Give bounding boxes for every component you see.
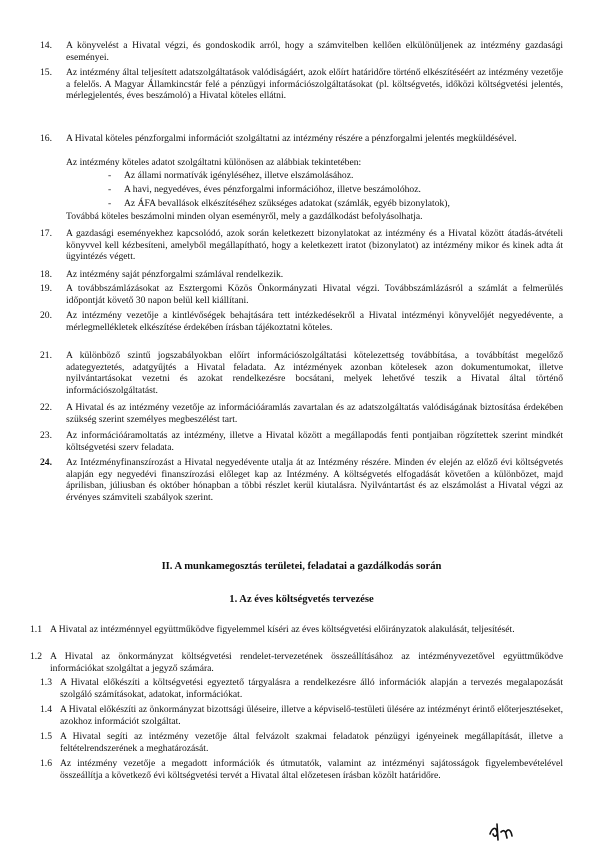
subsection-heading: 1. Az éves költségvetés tervezése (229, 594, 374, 605)
subitem-text: Az intézmény vezetője a megadott információk és útmutatók, valamint az intézményi sajátosságok figyelembevételével összeállítja a következő évi költségvetési tervét a Hivatal által előzetesen írásban közölt határidőre. (60, 758, 563, 781)
item-text: Az információáramoltatás az intézmény, illetve a Hivatal között a megállapodás fenti pontjaiban rögzítettek szerint mindkét költségvetési szerv feladata. (66, 430, 563, 453)
item-text: A továbbszámlázásokat az Esztergomi Közös Önkormányzati Hivatal végzi. Továbbszámlázásról a számlát a felmerülés időpontját követő 30 napon belül kell kiállítani. (66, 283, 563, 306)
item-text: Az intézmény vezetője a kintlévőségek behajtására tett intézkedésekről a Hivatal intézményi könyvelőjét negyedévente, a mérlegmellékletek elkészítése érdekében írásban tájékoztatni köteles. (66, 310, 563, 333)
subitem-number: 1.6 (40, 758, 52, 769)
subitem-text: A Hivatal az intézménnyel együttműködve figyelemmel kíséri az éves költségvetési előirányzatok alakulását, teljesítését. (50, 624, 515, 635)
handwritten-initials (486, 820, 516, 842)
item-text: A Hivatal és az intézmény vezetője az információáramlás zavartalan és az adatszolgáltatás valódiságának biztosítása érdekében szükség szerint személyes megbeszélést tart. (66, 402, 563, 425)
item-text: Továbbá köteles beszámolni minden olyan eseményről, mely a gazdálkodást befolyásolhatja. (66, 211, 423, 222)
subitem-number: 1.5 (40, 731, 52, 742)
item-number: 21. (40, 350, 52, 361)
dash-text: Az ÁFA bevallások elkészítéséhez szükséges adatokat (számlák, egyéb bizonylatok), (124, 198, 450, 209)
item-text: Az Intézményfinanszírozást a Hivatal negyedévente utalja át az Intézmény részére. Minden év elején az előző évi költségvetés alapján egy negyedévi finanszírozási előleget kap az Intézmény. A költségvetés elfogadását követően a különbözet, majd áprilisban, júliusban és október hónapban a többi részlet kerül kiutalásra. Nyilvántartást és az elszámolást a Hivatal végzi az érvényes számviteli szabályok szerint. (66, 457, 563, 503)
subitem-text: A Hivatal előkészíti az önkormányzat bizottsági üléseire, illetve a képviselő-testületi ülésére az intézményt érintő előterjesztéseket, azokhoz információt szolgáltat. (60, 704, 563, 727)
dash-text: Az állami normatívák igényléséhez, illetve elszámolásához. (124, 170, 354, 181)
item-text: Az intézmény köteles adatot szolgáltatni különösen az alábbiak tekintetében: (66, 157, 362, 168)
dash-bullet: - (108, 184, 112, 195)
item-number: 16. (40, 133, 52, 144)
subitem-text: A Hivatal segíti az intézmény vezetője által felvázolt szakmai feladatok pénzügyi igényeinek megállapítását, illetve a feltételrendszerének a meghatározását. (60, 731, 563, 754)
subitem-number: 1.4 (40, 704, 52, 715)
subitem-text: A Hivatal előkészíti a költségvetési egyeztető tárgyalásra a rendelkezésre álló információk alapján a tervezés megalapozását szolgáló számításokat, adatokat, információkat. (60, 677, 563, 700)
item-number: 17. (40, 228, 52, 239)
item-number: 14. (40, 40, 52, 51)
subitem-number: 1.2 (30, 651, 42, 662)
item-number: 20. (40, 310, 52, 321)
item-number: 18. (40, 269, 52, 280)
section-heading: II. A munkamegosztás területei, feladatai a gazdálkodás során (161, 561, 442, 572)
item-number: 15. (40, 67, 52, 78)
item-text: A Hivatal köteles pénzforgalmi információt szolgáltatni az intézmény részére a pénzforgalmi jelentés megküldésével. (66, 133, 517, 144)
item-text: Az intézmény saját pénzforgalmi számlával rendelkezik. (66, 269, 284, 280)
subitem-text: A Hivatal az önkormányzat költségvetési rendelet-tervezetének összeállításához az intézményvezetővel együttműködve információkat szolgáltat a jegyző számára. (50, 651, 563, 674)
subitem-number: 1.1 (30, 624, 42, 635)
item-text: Az intézmény által teljesített adatszolgáltatások valódiságáért, azok előírt határidőre történő elkészítéséért az intézmény vezetője a felelős. A Magyar Államkincstár felé a pénzügyi információszolgáltatásokat (pl. költségvetés, időközi költségvetési jelentés, mérlegjelentés, éves beszámoló) a Hivatal köteles ellátni. (66, 67, 563, 102)
item-text: A gazdasági eseményekhez kapcsolódó, azok során keletkezett bizonylatokat az intézmény és a Hivatal között átadás-átvételi könyvvel kell kézbesíteni, amelyből megállapítható, hogy a keletkezett iratot (bizonylatot) az intézmény mikor és kinek adta át ügyintézés végett. (66, 228, 563, 263)
item-number: 23. (40, 430, 52, 441)
item-number: 24. (40, 457, 52, 468)
subitem-number: 1.3 (40, 677, 52, 688)
item-text: A különböző szintű jogszabályokban előírt információszolgáltatási kötelezettség továbbítása, a továbbítást megelőző adategyeztetés, adatgyűjtés a Hivatal feladata. Az intézmények azonban kötelesek azon dokumentumokat, illetve nyilvántartásokat vezetni és azokat rendelkezésre bocsátani, melyek lehetővé teszik a Hivatal által történő információszolgáltatást. (66, 350, 563, 396)
item-text: A könyvelést a Hivatal végzi, és gondoskodik arról, hogy a számvitelben kellően elkülönüljenek az intézmény gazdasági eseményei. (66, 40, 563, 63)
dash-bullet: - (108, 170, 112, 181)
dash-text: A havi, negyedéves, éves pénzforgalmi információhoz, illetve beszámolóhoz. (124, 184, 421, 195)
dash-bullet: - (108, 198, 112, 209)
item-number: 22. (40, 402, 52, 413)
item-number: 19. (40, 283, 52, 294)
